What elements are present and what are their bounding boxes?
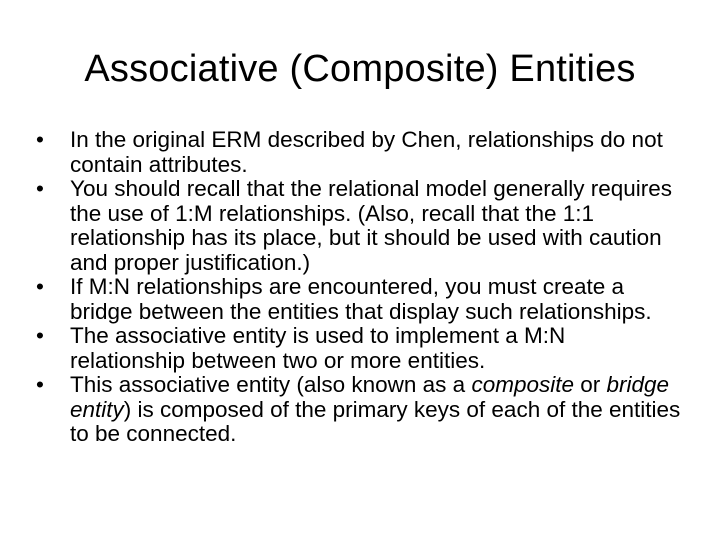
bullet-marker: • bbox=[36, 372, 44, 397]
bullet-marker: • bbox=[36, 127, 44, 152]
bullet-marker: • bbox=[36, 323, 44, 348]
bullet-text-part: or bbox=[573, 372, 607, 397]
bullet-text: You should recall that the relational model generally requires the use of 1:M relationships. (Also, recall that the 1:1 relationship has its place, but it should be used with caution and proper justification.) bbox=[70, 176, 673, 275]
bullet-item-5 bbox=[36, 373, 686, 447]
bullet-item-2 bbox=[36, 177, 686, 275]
bullet-text: In the original ERM described by Chen, relationships do not contain attributes. bbox=[70, 127, 663, 177]
bullet-item-4 bbox=[36, 324, 686, 373]
bullet-item-1 bbox=[36, 128, 686, 177]
emphasis-composite: composite bbox=[471, 372, 574, 397]
bullet-list bbox=[36, 128, 686, 447]
bullet-marker: • bbox=[36, 274, 44, 299]
bullet-text-part: ) is composed of the primary keys of each of the entities to be connected. bbox=[70, 396, 681, 446]
bullet-text: The associative entity is used to implement a M:N relationship between two or more entities. bbox=[70, 323, 566, 373]
bullet-text: If M:N relationships are encountered, you must create a bridge between the entities that display such relationships. bbox=[70, 274, 652, 324]
bullet-text-part: This associative entity (also known as a bbox=[70, 372, 472, 397]
bullet-item-3 bbox=[36, 275, 686, 324]
slide-title: Associative (Composite) Entities bbox=[84, 48, 636, 90]
bullet-marker: • bbox=[36, 176, 44, 201]
emphasis-bridge-entity: bridge entity bbox=[70, 372, 670, 422]
